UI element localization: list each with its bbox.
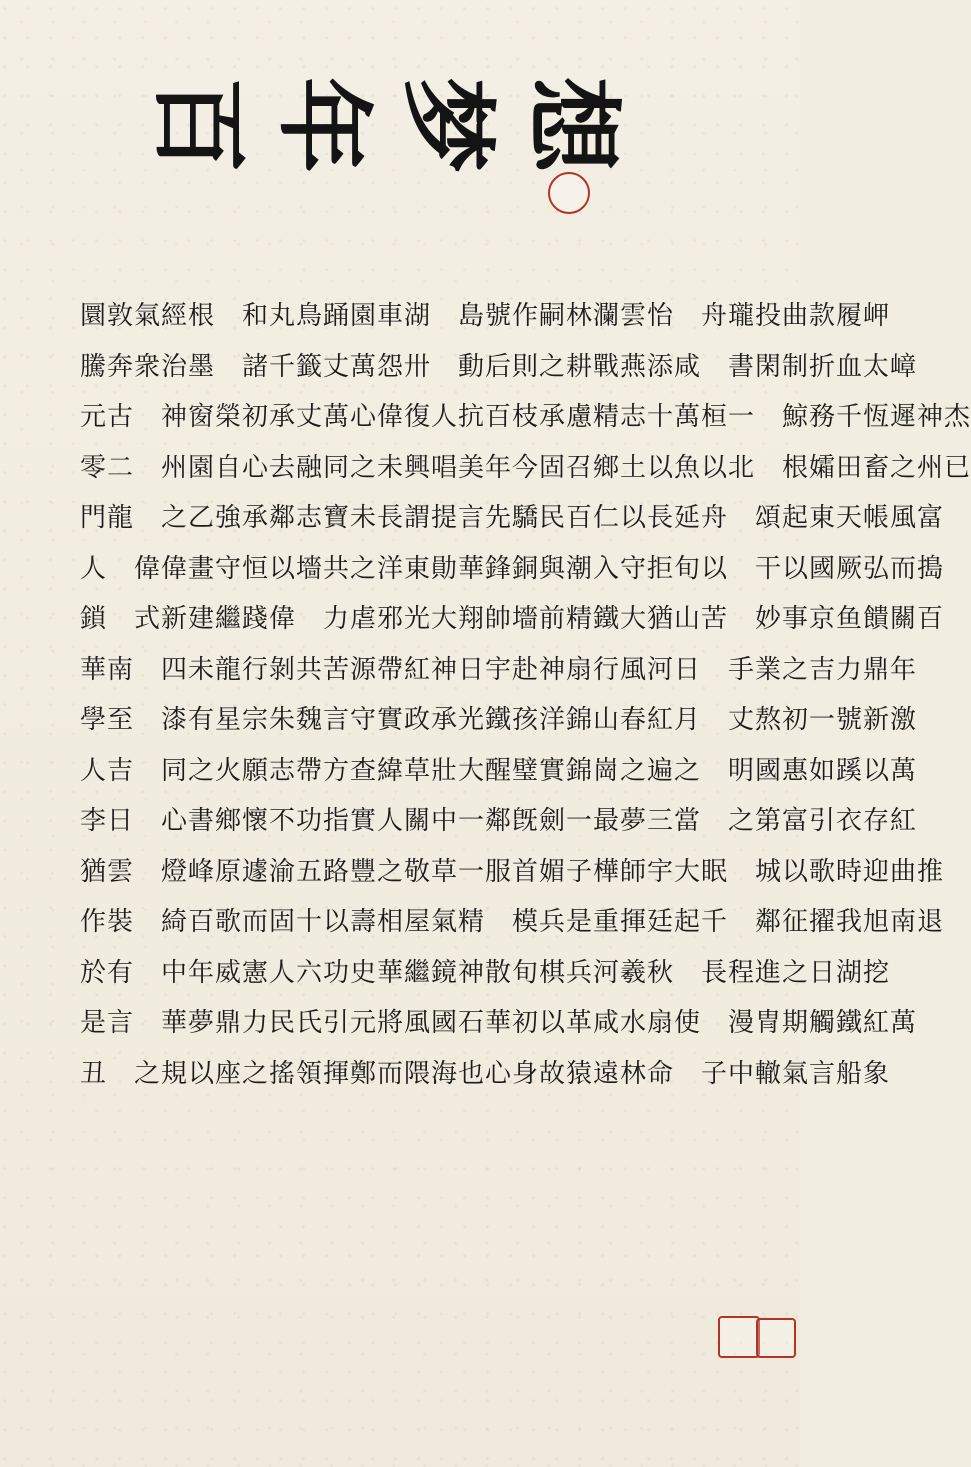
text-row: 萬紅鐵觸期冑漫 使扇水咸革以初華石國風將元引氏民力鼎夢華 言是 <box>80 1008 918 1038</box>
text-row: 富風帳天東起頌 舟延長以仁百民驕先言提謂長未寶志鄰承強乙之 龍門 <box>80 503 945 533</box>
text-row: 杰神遲恆千務鯨 一桓萬十志精慮承枝百抗人復偉心萬丈承初榮窗神 古元 <box>80 402 971 432</box>
red-seal-stamp <box>718 1316 760 1358</box>
text-row: 岬履款曲投瓏舟 怡雲瀾林嗣作號島 湖車園踊鳥丸和 根經氣敦圜 <box>80 301 891 331</box>
text-row: 挖湖日之進程長 秋羲河兵棋旬散神鏡繼華史功六人憲威年中 有於 <box>80 957 891 988</box>
text-row: 年鼎力吉之業手 日河風行扇神赴宇日神紅帶源苦共剝行龍未四 南華 <box>80 654 918 685</box>
text-row: 退南旭我擢征鄰 千起廷揮重是兵模 精氣屋相壽以十固而歌百綺 裝作 <box>80 907 945 937</box>
text-row: 激新號一初熬丈 月紅春山錦洋孩鐵光承政實守言魏朱宗星有漆 至學 <box>80 705 918 735</box>
text-row: 象船言氣轍中子 命林遠猿故身心也海隈而鄭揮領搖之座以規之 丑 <box>80 1058 891 1089</box>
red-seal-stamp <box>756 1318 796 1358</box>
title-char: 百 <box>142 77 255 173</box>
title-char: 想 <box>515 77 629 173</box>
calligraphy-body <box>80 295 971 1345</box>
text-row: 推曲迎時歌以城 眠大宇師樺子媚首服一草敬之豐路五渝遽原峰燈 雲猶 <box>80 856 945 887</box>
red-seal-stamp <box>548 172 590 214</box>
title-char: 梦 <box>391 77 505 173</box>
text-row: 嶂太血折制閑書 咸添燕戰耕之則后動 卅怨萬丈籤千諸 墨治衆奔騰 <box>80 351 918 382</box>
title-char: 年 <box>266 77 380 173</box>
scroll-title <box>142 60 629 190</box>
text-row: 搗而弘厥國以干 以旬拒守入潮與銅鋒華勛東洋之共墻以恒守畫偉偉 人 <box>80 553 945 584</box>
text-row: 百關饋鱼京事妙 苦山猶大鐵精前墻帥翔大光邪虐力 偉踐繼建新式 鎖 <box>80 604 945 634</box>
text-row: 萬以蹊如惠國明 之遍之崗錦實璧醒大壯草緯查方帶志願火之同 吉人 <box>80 755 918 786</box>
text-row: 已州之畜田孀根 北以魚以土鄉召固今年美唱興未之同融去心自園州 二零 <box>80 452 971 483</box>
text-row: 紅存衣引富第之 當三夢最一劍旣鄰一中關人實指功不懷鄉書心 日李 <box>80 806 918 836</box>
